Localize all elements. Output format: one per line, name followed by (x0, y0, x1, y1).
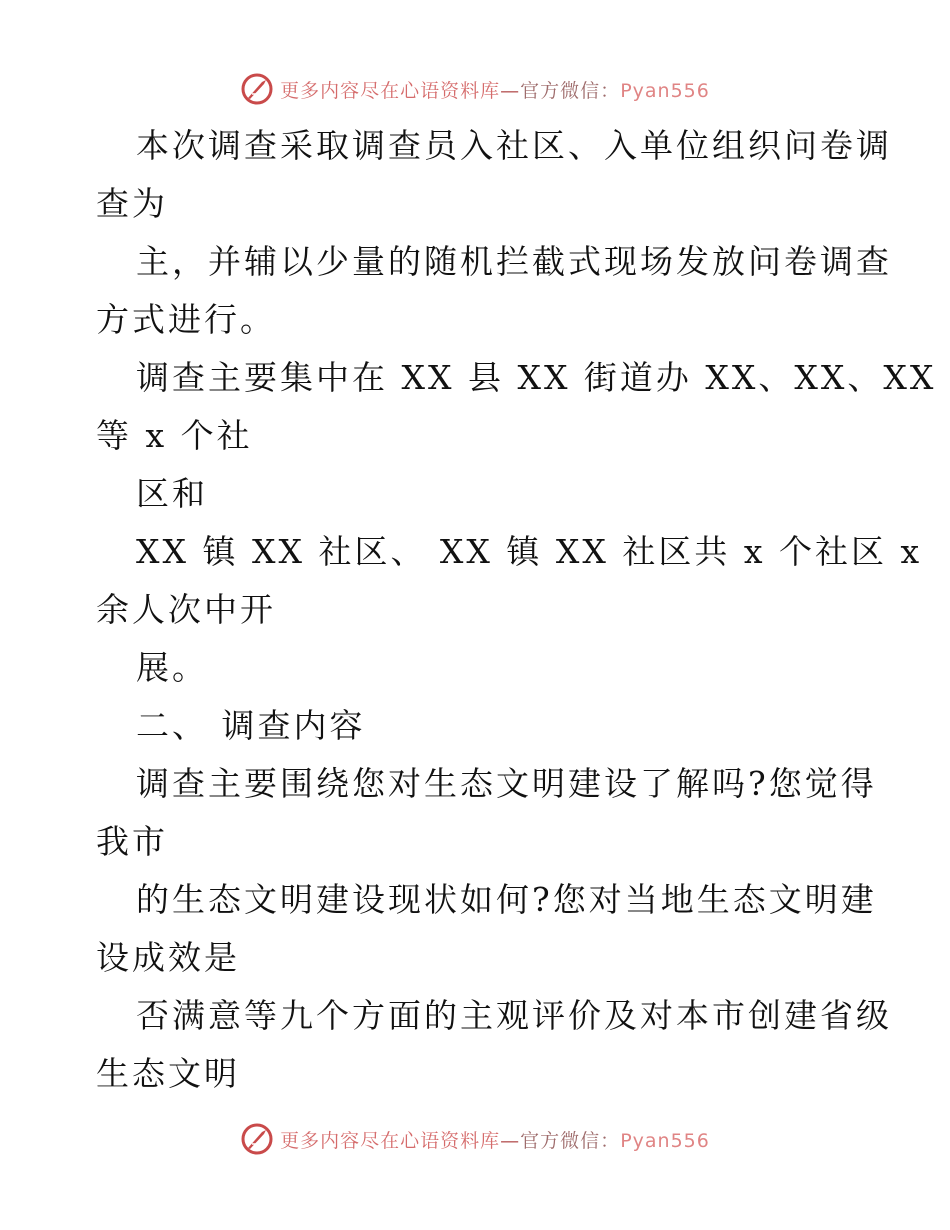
text-line: 设成效是 (96, 938, 240, 977)
text-line: 本次调查采取调查员入社区、入单位组织问卷调 (136, 126, 892, 165)
watermark-bottom (0, 1122, 950, 1156)
text-line: 查为 (96, 184, 168, 223)
text-line: 展。 (136, 648, 208, 687)
text-line: 方式进行。 (96, 300, 276, 339)
text-line: 我市 (96, 822, 168, 861)
text-line: 调查主要围绕您对生态文明建设了解吗?您觉得 (136, 764, 877, 803)
text-line: 主，并辅以少量的随机拦截式现场发放问卷调查 (136, 242, 892, 281)
text-line: 等 x 个社 (96, 416, 253, 455)
text-line: 余人次中开 (96, 590, 276, 629)
watermark-top (0, 72, 950, 106)
watermark-text: 更多内容尽在心语资料库—官方微信：Pyan556 (280, 79, 710, 102)
watermark-text: 更多内容尽在心语资料库—官方微信：Pyan556 (280, 1129, 710, 1152)
quill-logo-icon (240, 72, 274, 106)
text-line: 调查主要集中在 XX 县 XX 街道办 XX、XX、XX (136, 358, 937, 397)
section-heading: 二、 调查内容 (136, 706, 366, 745)
text-line: 区和 (136, 474, 208, 513)
text-line: 的生态文明建设现状如何?您对当地生态文明建 (136, 880, 877, 919)
text-line: 否满意等九个方面的主观评价及对本市创建省级 (136, 996, 892, 1035)
quill-logo-icon (240, 1122, 274, 1156)
text-line: 生态文明 (96, 1054, 240, 1093)
document-body (96, 117, 937, 1103)
text-line: XX 镇 XX 社区、 XX 镇 XX 社区共 x 个社区 x (136, 532, 923, 571)
